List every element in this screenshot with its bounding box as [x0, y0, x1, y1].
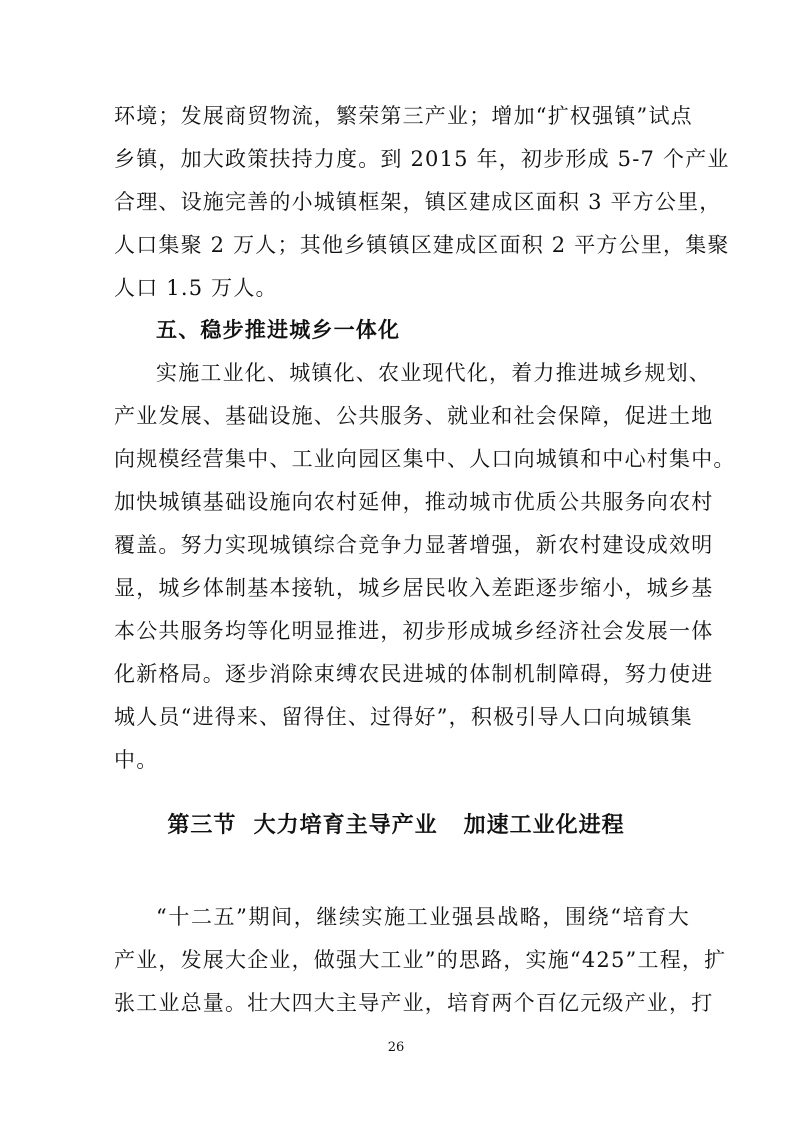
paragraph-line: 显，城乡体制基本接轨，城乡居民收入差距逐步缩小，城乡基 — [114, 576, 714, 600]
subsection-heading: 五、稳步推进城乡一体化 — [156, 317, 401, 342]
paragraph-line: 化新格局。逐步消除束缚农民进城的体制机制障碍，努力使进 — [114, 662, 714, 686]
paragraph-line: 产业发展、基础设施、公共服务、就业和社会保障，促进土地 — [114, 404, 714, 428]
paragraph-line: 人口集聚 2 万人；其他乡镇镇区建成区面积 2 平方公里，集聚 — [114, 233, 730, 257]
paragraph-line: “十二五”期间，继续实施工业强县战略，围绕“培育大 — [156, 905, 690, 929]
paragraph-line: 本公共服务均等化明显推进，初步形成城乡经济社会发展一体 — [114, 619, 714, 643]
paragraph-line: 人口 1.5 万人。 — [114, 276, 278, 300]
paragraph-line: 乡镇，加大政策扶持力度。到 2015 年，初步形成 5-7 个产业 — [114, 147, 730, 171]
paragraph-line: 城人员“进得来、留得住、过得好”，积极引导人口向城镇集 — [114, 705, 693, 729]
paragraph-line: 合理、设施完善的小城镇框架，镇区建成区面积 3 平方公里， — [114, 190, 722, 214]
paragraph-line: 加快城镇基础设施向农村延伸，推动城市优质公共服务向农村 — [114, 490, 714, 514]
section-title: 第三节 大力培育主导产业 加速工业化进程 — [167, 812, 625, 838]
paragraph-line: 张工业总量。壮大四大主导产业，培育两个百亿元级产业，打 — [114, 991, 714, 1015]
paragraph-line: 中。 — [114, 748, 159, 772]
paragraph-line: 产业，发展大企业，做强大工业”的思路，实施“425”工程，扩 — [114, 948, 727, 972]
paragraph-line: 覆盖。努力实现城镇综合竞争力显著增强，新农村建设成效明 — [114, 533, 714, 557]
paragraph-line: 向规模经营集中、工业向园区集中、人口向城镇和中心村集中。 — [114, 447, 736, 471]
page-number: 26 — [387, 1040, 405, 1055]
paragraph-line: 环境；发展商贸物流，繁荣第三产业；增加“扩权强镇”试点 — [114, 104, 693, 128]
paragraph-line: 实施工业化、城镇化、农业现代化，着力推进城乡规划、 — [156, 361, 711, 385]
